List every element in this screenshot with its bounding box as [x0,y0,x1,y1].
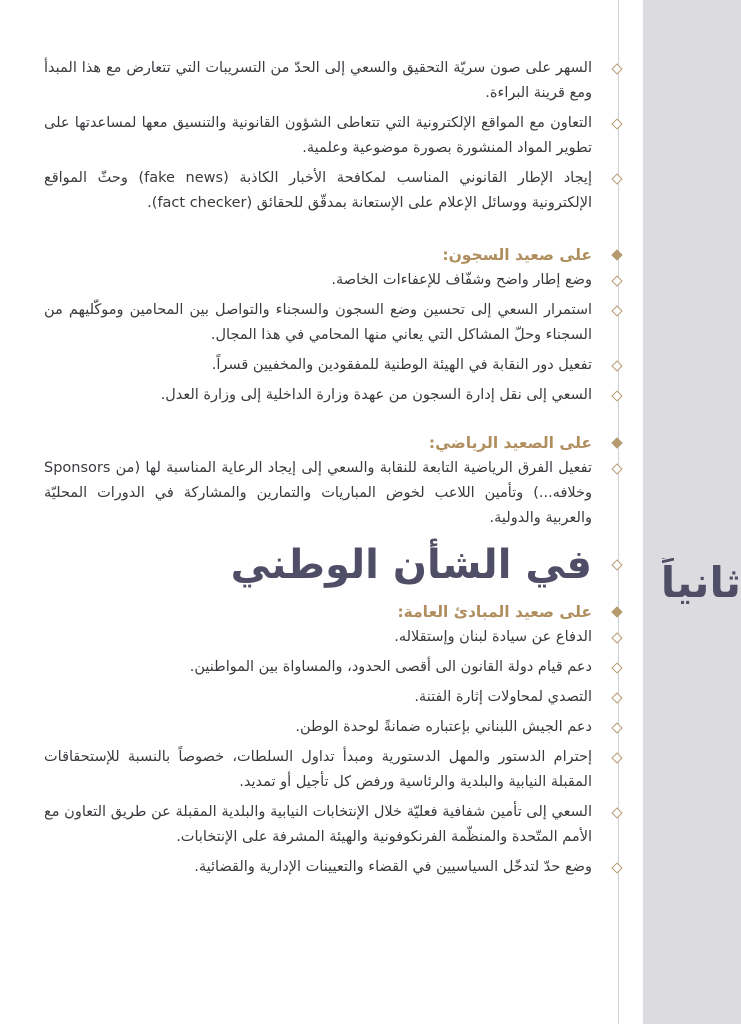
diamond-bullet-icon [611,118,622,129]
list-item-text: دعم الجيش اللبناني بإعتباره ضمانةً لوحدة الوطن. [295,719,592,735]
section-heading [44,599,592,625]
national-title [44,541,592,589]
list-item-text: التصدي لمحاولات إثارة الفتنة. [414,689,592,705]
diamond-bullet-icon [611,692,622,703]
diamond-bullet-icon [611,63,622,74]
national-section [44,541,592,880]
section-heading-text: على صعيد السجون: [442,246,592,264]
diamond-bullet-icon [611,662,622,673]
national-list [44,625,592,880]
list-item [44,655,592,680]
list-item [44,268,592,293]
main-content [44,56,592,885]
list-item-text: إيجاد الإطار القانوني المناسب لمكافحة الأخبار الكاذبة (fake news) وحثّ المواقع الإلكترونية ووسائل الإعلام على الإستعانة بمدقّق للحقائق (fact checker). [44,170,592,211]
list-item [44,353,592,378]
prisons-section [44,242,592,408]
list-item-text: تفعيل الفرق الرياضية التابعة للنقابة والسعي إلى إيجاد الرعاية المناسبة لها (من Sponsors وخلافه...) وتأمين اللاعب لخوض المباريات والتمارين والمشاركة في الدورات المحليّة والعربية والدولية. [44,460,592,526]
diamond-bullet-icon [611,722,622,733]
section-heading [44,242,592,268]
list-item-text: تفعيل دور النقابة في الهيئة الوطنية للمفقودين والمخفيين قسراً. [211,357,592,373]
list-item [44,298,592,348]
diamond-bullet-icon [611,463,622,474]
list-item [44,625,592,650]
diamond-bullet-icon [611,437,622,448]
diamond-bullet-icon [611,862,622,873]
list-item [44,715,592,740]
diamond-bullet-icon [611,360,622,371]
list-item-text: وضع حدّ لتدخّل السياسيين في القضاء والتعيينات الإدارية والقضائية. [194,859,592,875]
diamond-bullet-icon [611,559,622,570]
section-number: ثانياً [660,558,741,607]
diamond-bullet-icon [611,632,622,643]
list-item [44,56,592,106]
list-item [44,166,592,216]
list-item-text: السعي إلى تأمين شفافية فعليّة خلال الإنتخابات النيابية والبلدية المقبلة عن طريق التعاون مع الأمم المتّحدة والمنظّمة الفرنكوفونية والهيئة المشرفة على الإنتخابات. [44,804,592,845]
list-item [44,685,592,710]
sports-list [44,456,592,531]
section-heading-text: على صعيد المبادئ العامة: [397,603,592,621]
diamond-bullet-icon [611,305,622,316]
list-item-text: وضع إطار واضح وشفّاف للإعفاءات الخاصة. [331,272,592,288]
list-item-text: إحترام الدستور والمهل الدستورية ومبدأ تداول السلطات، خصوصاً بالنسبة للإستحقاقات المقبلة النيابية والبلدية والرئاسية ورفض كل تأجيل أو تمديد. [44,749,592,790]
national-title-text: في الشأن الوطني [230,542,592,588]
list-item [44,383,592,408]
diamond-bullet-icon [611,606,622,617]
list-item [44,456,592,531]
diamond-bullet-icon [611,173,622,184]
diamond-bullet-icon [611,752,622,763]
prisons-list [44,268,592,408]
list-item [44,111,592,161]
section-heading [44,430,592,456]
diamond-bullet-icon [611,390,622,401]
list-item-text: استمرار السعي إلى تحسين وضع السجون والسجناء والتواصل بين المحامين وموكّليهم من السجناء وحلّ المشاكل التي يعاني منها المحامي في هذا المجال. [44,302,592,343]
list-item-text: السعي إلى نقل إدارة السجون من عهدة وزارة الداخلية إلى وزارة العدل. [160,387,592,403]
list-item-text: الدفاع عن سيادة لبنان وإستقلاله. [394,629,592,645]
intro-list [44,56,592,216]
list-item-text: السهر على صون سريّة التحقيق والسعي إلى الحدّ من التسريبات التي تتعارض مع هذا المبدأ ومع قرينة البراءة. [44,60,592,101]
sports-section [44,430,592,531]
side-strip [643,0,741,1024]
diamond-bullet-icon [611,275,622,286]
list-item-text: دعم قيام دولة القانون الى أقصى الحدود، والمساواة بين المواطنين. [189,659,592,675]
section-heading-text: على الصعيد الرياضي: [428,434,592,452]
list-item-text: التعاون مع المواقع الإلكترونية التي تتعاطى الشؤون القانونية والتنسيق معها لمساعدتها على تطوير المواد المنشورة بصورة موضوعية وعلمية. [44,115,592,156]
list-item [44,745,592,795]
list-item [44,800,592,850]
diamond-bullet-icon [611,807,622,818]
list-item [44,855,592,880]
diamond-bullet-icon [611,249,622,260]
